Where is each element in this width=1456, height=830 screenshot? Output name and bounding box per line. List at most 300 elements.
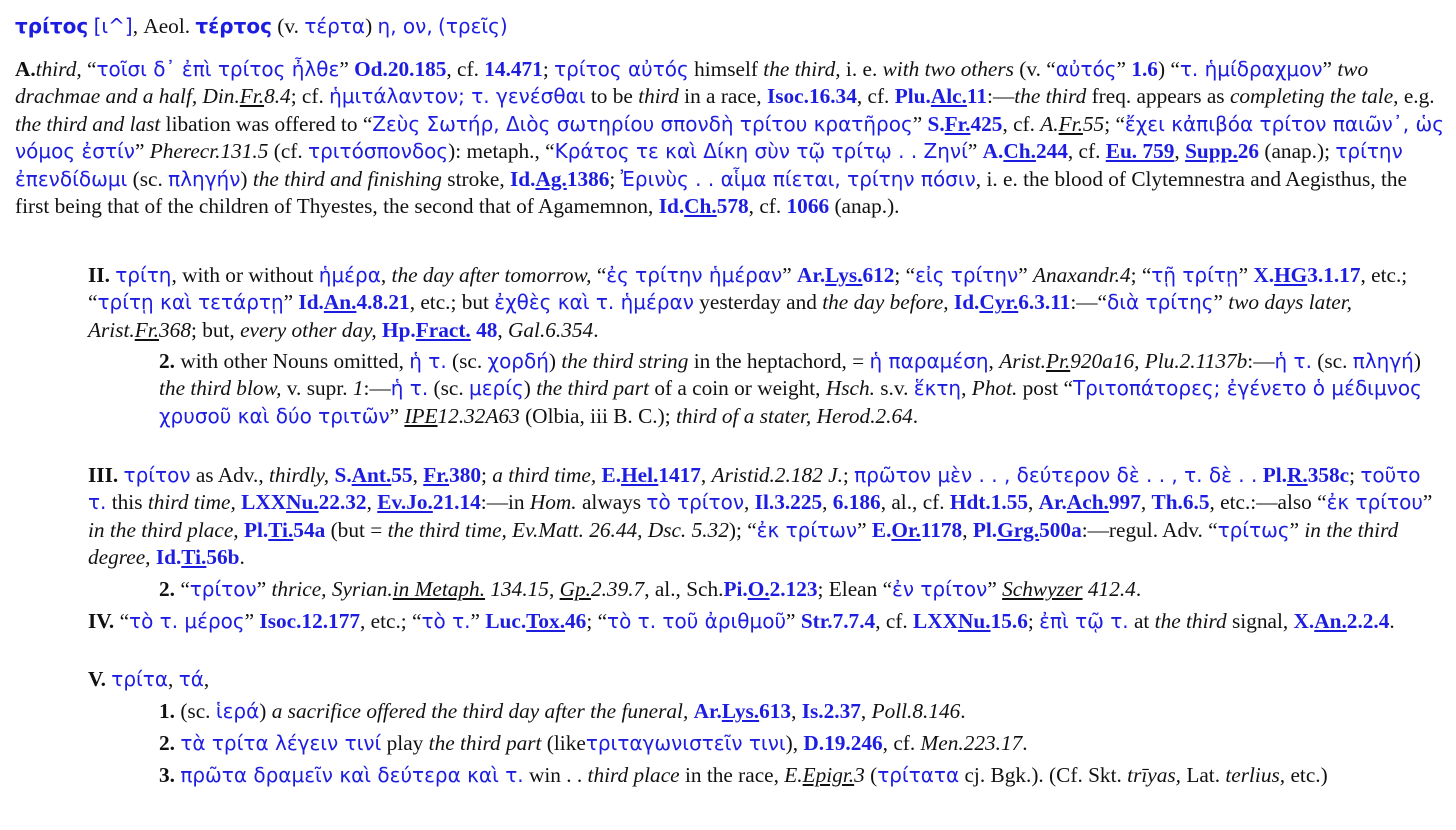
citation-link[interactable]: Gp. — [559, 577, 591, 601]
entry-text: ) — [548, 349, 557, 373]
sense-label: 2. — [159, 577, 175, 601]
citation-link[interactable]: Th.6.5 — [1151, 490, 1210, 515]
link-treis[interactable]: τρεῖς — [445, 14, 500, 38]
citation-link[interactable] — [377, 490, 481, 514]
greek-quote[interactable]: τὸ τ. τοῦ ἀριθμοῦ — [607, 609, 787, 633]
entry-text: Gal.6.354 — [508, 317, 594, 342]
entry-text: , etc.; “ — [88, 263, 1408, 315]
entry-text: Ar. — [693, 699, 722, 723]
entry-text: Ar. — [1038, 490, 1067, 515]
greek-phrase[interactable]: τὰ τρίτα λέγειν τινί — [180, 731, 382, 755]
entry-text: trīyas, — [1127, 763, 1181, 787]
greek-phrase[interactable]: ἐχθὲς καὶ τ. ἡμέραν — [494, 290, 694, 315]
greek-quote[interactable]: τρίτῃ καὶ τετάρτῃ — [97, 290, 284, 315]
entry-text: 55 — [1082, 111, 1105, 136]
entry-text: Lys. — [825, 263, 863, 287]
entry-text: Grg. — [997, 517, 1040, 542]
greek-phrase[interactable]: τρίτη — [115, 263, 172, 287]
entry-text: , — [962, 517, 968, 542]
greek-phrase[interactable]: ἡ τ. — [1274, 349, 1312, 373]
entry-text: O. — [747, 577, 770, 601]
entry-text: ): metaph., “ — [448, 139, 555, 164]
entry-text: Ev.Jo. — [377, 490, 433, 515]
entry-text: etc.) — [1290, 763, 1328, 787]
entry-text: ; — [842, 463, 849, 487]
citation-link[interactable]: Fr. — [239, 84, 265, 109]
greek-quote[interactable]: διὰ τρίτης — [1107, 290, 1214, 315]
citation-link[interactable] — [954, 290, 1070, 314]
entry-text: An. — [323, 290, 357, 315]
greek-phrase[interactable]: ἡ παραμέση — [869, 349, 989, 373]
entry-text: the third part — [536, 376, 649, 401]
greek-quote[interactable]: Τριτοπάτορες; ἐγένετο ὁ μέδιμνος χρυσοῦ καὶ δύο τριτῶν — [159, 376, 1422, 428]
entry-text: 15.6 — [990, 609, 1028, 633]
entry-text: (anap.); — [1264, 139, 1331, 164]
greek-phrase[interactable]: ἕκτη — [913, 376, 962, 401]
citation-link[interactable]: 6.186 — [832, 490, 881, 515]
entry-text: Supp. — [1185, 139, 1238, 164]
greek-phrase[interactable]: ἡμέρα — [318, 263, 381, 287]
greek-phrase[interactable]: τ. ἡμίδραχμον — [1179, 57, 1323, 81]
entry-text: A. — [1040, 111, 1059, 136]
entry-text: , — [380, 263, 387, 287]
entry-text: Aristid.2.182 J. — [711, 463, 843, 487]
entry-text: 4.8.21 — [356, 290, 410, 315]
entry-text: HG — [1274, 263, 1308, 287]
entry-text: , Aeol. — [132, 14, 191, 38]
entry-text: ) — [259, 699, 267, 723]
entry-text: Men.223.17 — [920, 731, 1023, 755]
greek-quote[interactable]: Κράτος τε καὶ Δίκη σὺν τῷ τρίτῳ . . Ζηνί — [554, 139, 968, 164]
greek-phrase[interactable]: ἡ τ. — [390, 376, 429, 401]
entry-text: LXX — [241, 490, 287, 515]
citation-link[interactable]: Fr. — [134, 317, 160, 342]
entry-text: Nu. — [958, 609, 991, 633]
entry-text: the third, — [763, 57, 841, 81]
entry-text: himself — [694, 57, 758, 81]
citation-link[interactable]: Epigr. — [802, 763, 855, 787]
entry-text: An. — [1314, 609, 1347, 633]
entry-text: “ — [87, 57, 97, 81]
greek-phrase[interactable]: τρίτος αὐτός — [554, 57, 689, 81]
greek-phrase[interactable]: πρῶτον μὲν . . , δεύτερον δὲ . . , τ. δὲ . . — [854, 463, 1258, 487]
greek-phrase[interactable]: πληγή — [1352, 349, 1414, 373]
greek-quote[interactable]: ἔχει κἀπιβόα τρίτον παιῶν᾽, ὡς νόμος ἐστίν — [15, 111, 1444, 164]
entry-text: 2.39.7 — [590, 577, 645, 601]
greek-quote[interactable]: ἐς τρίτην ἡμέραν — [606, 263, 783, 287]
entry-text: (sc. — [452, 349, 483, 373]
citation-link[interactable] — [1294, 609, 1390, 633]
sense-label: III. — [88, 463, 119, 487]
entry-text: Fr. — [944, 111, 971, 136]
greek-quote[interactable]: Ζεὺς Σωτήρ, Διὸς σωτηρίου σπονδὴ τρίτου κρατῆρος — [372, 111, 913, 136]
greek-phrase[interactable]: τρίτην ἐπενδίδωμι — [15, 139, 1403, 191]
entry-text: Cyr. — [979, 290, 1019, 315]
entry-text: Tox. — [526, 609, 566, 633]
entry-text: , with or without — [171, 263, 314, 287]
entry-text: (cf. — [273, 139, 303, 164]
greek-quote[interactable]: ἐκ τρίτου — [1326, 490, 1423, 515]
entry-text: , — [203, 667, 210, 691]
sense-V — [88, 666, 1443, 693]
entry-text: ); “ — [728, 517, 757, 542]
entry-text: ” — [1116, 57, 1126, 81]
entry-text: Pi. — [723, 577, 748, 601]
entry-text: two drachmae and a half, Din. — [15, 57, 1369, 109]
entry-text: . — [1389, 609, 1395, 633]
entry-text: , — [366, 490, 372, 515]
citation-link[interactable]: Is.2.37 — [801, 699, 861, 723]
entry-text: ” — [1238, 263, 1249, 287]
entry-text: Ach. — [1066, 490, 1109, 515]
citation-link[interactable] — [1253, 263, 1360, 287]
entry-text: Or. — [891, 517, 921, 542]
entry-text: to be — [590, 84, 633, 109]
greek-phrase[interactable]: ἐπὶ τῷ τ. — [1039, 609, 1129, 633]
entry-text: , — [412, 463, 418, 487]
greek-phrase[interactable]: χορδή — [487, 349, 549, 373]
entry-text: 46 — [565, 609, 587, 633]
entry-text: (sc. — [1317, 349, 1348, 373]
greek-quote[interactable]: εἰς τρίτην — [915, 263, 1019, 287]
citation-link[interactable] — [423, 463, 481, 487]
entry-text: 425 — [970, 111, 1003, 136]
greek-phrase[interactable]: αὐτός — [1055, 57, 1117, 81]
entry-text: ; — [609, 166, 616, 191]
entry-text: R. — [1286, 463, 1308, 487]
entry-text: , — [1140, 490, 1147, 515]
entry-text: Ti. — [268, 517, 294, 542]
greek-phrase[interactable]: ἡμιτάλαντον; τ. γενέσθαι — [329, 84, 586, 109]
entry-text: Nu. — [286, 490, 319, 515]
citation-link[interactable]: 1066 — [786, 194, 830, 219]
greek-quote[interactable]: τῇ τρίτῃ — [1151, 263, 1239, 287]
entry-text: , cf. — [446, 57, 479, 81]
entry-text: 1386 — [566, 166, 610, 191]
entry-text: Id. — [509, 166, 536, 191]
sense-label: IV. — [88, 609, 115, 633]
greek-phrase[interactable]: τρίτα — [111, 667, 169, 691]
entry-text: the third and last — [15, 111, 161, 136]
entry-text: Phot. — [971, 376, 1018, 401]
entry-text: ; “ — [894, 263, 916, 287]
entry-text: 21.14 — [432, 490, 481, 515]
entry-text: 368 — [159, 317, 191, 342]
sense-V-3 — [159, 762, 1449, 789]
citation-link[interactable]: Schwyzer — [1002, 577, 1083, 601]
entry-text: 3 — [854, 763, 865, 787]
greek-quote[interactable]: τοῖσι δ᾽ ἐπὶ τρίτος ἦλθε — [96, 57, 340, 81]
entry-text: ” — [256, 577, 267, 601]
entry-text: ; — [481, 463, 487, 487]
citation-link[interactable] — [659, 194, 749, 218]
entry-text: the third part — [428, 731, 542, 755]
entry-text: ; “ — [586, 609, 608, 633]
entry-text: “ — [596, 263, 607, 287]
citation-link[interactable] — [485, 609, 586, 633]
entry-text: Fr. — [423, 463, 450, 487]
entry-text: the third and finishing — [252, 166, 442, 191]
entry-text: thrice, Syrian. — [271, 577, 393, 601]
citation-link[interactable]: Il.3.225 — [754, 490, 823, 515]
entry-text: “ — [119, 609, 130, 633]
entry-text: (sc. — [433, 376, 464, 401]
citation-link[interactable] — [382, 318, 497, 342]
sense-II — [88, 262, 1443, 344]
entry-text: 134.15, — [490, 577, 555, 601]
entry-text: ” — [1213, 290, 1223, 315]
entry-text: the third time, Ev.Matt. 26.44, Dsc. 5.32 — [387, 517, 729, 542]
entry-text: at — [1133, 609, 1150, 633]
entry-text: , etc.:—also “ — [1209, 490, 1327, 515]
entry-text: (sc. — [132, 166, 163, 191]
entry-text: a sacrifice offered the third day after the funeral, — [271, 699, 689, 723]
entry-text: with other Nouns omitted, — [180, 349, 404, 373]
entry-text: :—in — [480, 490, 525, 515]
entry-text: (v. — [271, 14, 299, 38]
greek-quote[interactable]: ἐκ τρίτων — [756, 517, 858, 542]
entry-text: Lys. — [721, 699, 760, 723]
entry-text: :—regul. Adv. “ — [1081, 517, 1218, 542]
citation-link[interactable]: in Metaph. — [392, 577, 486, 601]
entry-text: ; “ — [1104, 111, 1125, 136]
greek-phrase[interactable]: πληγήν — [168, 166, 241, 191]
greek-phrase[interactable]: τριταγωνιστεῖν τινι — [585, 731, 786, 755]
entry-text: ) — [499, 14, 508, 38]
entry-text: as Adv., — [195, 463, 264, 487]
entry-text: , — [700, 463, 707, 487]
entry-text: , cf. — [882, 731, 916, 755]
citation-link[interactable] — [244, 518, 325, 542]
entry-text: (like — [546, 731, 586, 755]
entry-text: 12.32A63 — [437, 403, 520, 428]
entry-text: . — [912, 403, 919, 428]
entry-text: 358c — [1307, 463, 1350, 487]
entry-text: 920a16, Plu.2.1137b — [1070, 349, 1248, 373]
entry-text: Id. — [953, 290, 980, 315]
citation-link[interactable] — [1185, 139, 1259, 163]
link-terta[interactable]: τέρτα — [304, 14, 366, 38]
sense-IV — [88, 608, 1443, 635]
citation-link[interactable]: Pr. — [1045, 349, 1071, 373]
sense-label: 2. — [159, 349, 175, 373]
citation-link[interactable]: Od.20.185 — [354, 57, 447, 81]
greek-phrase[interactable]: πρῶτα δραμεῖν καὶ δεύτερα καὶ τ. — [180, 763, 524, 787]
citation-link[interactable] — [927, 112, 1002, 136]
entry-text: 2.2.4 — [1346, 609, 1390, 633]
entry-text: ” — [1289, 517, 1300, 542]
entry-text: Plu. — [894, 84, 931, 109]
entry-text: the third — [1014, 84, 1087, 109]
citation-link[interactable]: 14.471 — [484, 57, 543, 81]
citation-link[interactable] — [241, 490, 366, 514]
citation-link[interactable] — [895, 84, 987, 108]
citation-link[interactable] — [1039, 490, 1141, 514]
entry-text: ” — [1422, 490, 1433, 515]
citation-link[interactable]: 1.6 — [1131, 57, 1158, 81]
entry-text: in the race, — [684, 763, 779, 787]
entry-text: in the third place, — [88, 517, 239, 542]
citation-link[interactable] — [723, 577, 817, 601]
entry-text: . — [1135, 577, 1142, 601]
entry-text: , cf. — [875, 609, 908, 633]
entry-text: ) — [365, 14, 373, 38]
entry-text: 1417 — [658, 463, 701, 487]
greek-phrase[interactable]: μερίς — [469, 376, 524, 401]
citation-link[interactable] — [694, 699, 791, 723]
entry-text: (sc. — [180, 699, 211, 723]
citation-link[interactable]: Isoc.16.34 — [766, 84, 857, 109]
citation-link[interactable]: Hdt.1.55 — [949, 490, 1029, 515]
entry-text: third, — [35, 57, 82, 81]
entry-text: freq. appears as — [1091, 84, 1225, 109]
entry-text: 1178 — [920, 517, 963, 542]
entry-text: v. supr. — [286, 376, 348, 401]
entry-text: ) — [1413, 349, 1421, 373]
citation-link[interactable]: Fr. — [1058, 111, 1083, 136]
entry-text: ; — [1349, 463, 1356, 487]
entry-text: thirdly, — [268, 463, 330, 487]
greek-quote[interactable]: ἐν τρίτον — [892, 577, 988, 601]
entry-text: 997 — [1108, 490, 1141, 515]
entry-text: 2.123 — [769, 577, 818, 601]
entry-text: (anap.). — [834, 194, 900, 219]
sense-II-2 — [159, 348, 1449, 430]
greek-phrase[interactable]: ἡ τ. — [409, 349, 447, 373]
citation-link[interactable] — [156, 545, 240, 569]
entry-text: Id. — [155, 545, 182, 570]
entry-text: 500a — [1039, 517, 1082, 542]
greek-quote[interactable]: τὸ τ. — [421, 609, 471, 633]
greek-phrase[interactable]: τρίτατα — [877, 763, 960, 787]
greek-phrase[interactable]: τρίτον — [123, 463, 191, 487]
entry-text: “ — [180, 577, 190, 601]
sense-III-2 — [159, 576, 1449, 603]
entry-text: every other day, — [240, 317, 377, 342]
citation-link[interactable] — [797, 263, 894, 287]
headword: τρίτος — [15, 14, 89, 38]
citation-link[interactable] — [510, 167, 609, 191]
greek-phrase[interactable]: ἱερά — [215, 699, 260, 723]
entry-text: the day before, — [822, 290, 949, 315]
entry-text: , cf. — [856, 84, 890, 109]
entry-text: E. — [871, 517, 892, 542]
entry-text: Hp. — [382, 317, 416, 342]
citation-link[interactable] — [913, 609, 1028, 633]
citation-link[interactable]: D.19.246 — [803, 731, 883, 755]
entry-text: the third — [1154, 609, 1227, 633]
entry-text: Anaxandr.4 — [1032, 263, 1131, 287]
entry-text: A. — [982, 139, 1004, 164]
citation-link[interactable] — [602, 463, 701, 487]
entry-text: Id. — [658, 194, 685, 219]
entry-text: ” — [470, 609, 480, 633]
entry-text: Ant. — [351, 463, 392, 487]
entry-text: , cf. — [1002, 111, 1035, 136]
entry-text: , cf. — [748, 194, 782, 219]
entry-text: Poll.8.146 — [871, 699, 961, 723]
greek-phrase[interactable]: τοῦτο τ. — [88, 463, 1421, 515]
entry-text: third of a stater, Herod.2.64 — [675, 403, 913, 428]
entry-text: , — [168, 667, 174, 691]
entry-text: ; — [1027, 609, 1034, 633]
sense-III — [88, 462, 1443, 572]
entry-text: ” — [987, 577, 997, 601]
quantity-note: [ι^] — [93, 14, 133, 38]
entry-text: third place — [587, 763, 680, 787]
entry-text: Ag. — [535, 166, 567, 191]
entry-text: signal, — [1231, 609, 1289, 633]
entry-text: , — [1174, 139, 1180, 164]
entry-text: ) — [523, 376, 531, 401]
entry-text: ; cf. — [290, 84, 324, 109]
entry-text: Hom. — [529, 490, 577, 515]
sense-V-2 — [159, 730, 1449, 757]
entry-text: 412.4 — [1087, 577, 1136, 601]
citation-link[interactable] — [983, 139, 1068, 163]
citation-link[interactable] — [973, 518, 1082, 542]
entry-text: :—“ — [1070, 290, 1107, 315]
greek-phrase[interactable]: τριτόσπονδος — [308, 139, 449, 164]
entry-text: ” — [857, 517, 867, 542]
greek-phrase[interactable]: τὸ τρίτον — [646, 490, 745, 515]
entry-text: ; but, — [190, 317, 235, 342]
entry-text: 56b — [206, 545, 240, 570]
entry-text: ” — [967, 139, 978, 164]
entry-text: 26 — [1237, 139, 1260, 164]
entry-text: completing the tale, — [1229, 84, 1399, 109]
citation-link[interactable]: Isoc.12.177 — [259, 609, 360, 633]
greek-quote[interactable]: τρίτον — [189, 577, 257, 601]
entry-text: Ar. — [796, 263, 826, 287]
entry-text: Pl. — [1262, 463, 1287, 487]
citation-link[interactable] — [298, 290, 409, 314]
citation-link[interactable] — [872, 518, 962, 542]
entry-text: , cf. — [1067, 139, 1101, 164]
entry-text: ” — [339, 57, 349, 81]
entry-text: Fract. — [415, 317, 471, 342]
citation-link[interactable] — [334, 463, 412, 487]
greek-quote[interactable]: τρίτως — [1217, 517, 1290, 542]
entry-text: with two others — [882, 57, 1014, 81]
entry-text: 380 — [449, 463, 482, 487]
citation-link[interactable]: Str.7.7.4 — [800, 609, 876, 633]
citation-link[interactable]: Eu. 759 — [1105, 139, 1175, 164]
greek-phrase[interactable]: τά — [178, 667, 204, 691]
entry-text: the third string — [561, 349, 689, 373]
entry-text: 6.3.11 — [1018, 290, 1071, 315]
entry-text: in the third degree, — [88, 517, 1399, 570]
entry-text: in the heptachord, = — [693, 349, 865, 373]
entry-text: ” — [389, 403, 400, 428]
entry-text: 578 — [716, 194, 749, 219]
greek-quote[interactable]: τὸ τ. μέρος — [129, 609, 245, 633]
citation-link[interactable]: IPE — [404, 403, 438, 428]
aeolic-form: τέρτος — [195, 14, 272, 38]
entry-text: , — [860, 699, 867, 723]
entry-text: win . . — [528, 763, 583, 787]
sense-label: 3. — [159, 763, 175, 787]
citation-link[interactable] — [1263, 463, 1349, 487]
entry-text: Pl. — [243, 517, 269, 542]
entry-text: third time, — [147, 490, 236, 515]
greek-quote[interactable]: Ἐρινὺς . . αἷμα πίεται, τρίτην πόσιν — [620, 166, 976, 191]
entry-text: Pherecr.131.5 — [149, 139, 269, 164]
endings: η, ον, — [377, 14, 433, 38]
entry-text: always — [581, 490, 642, 515]
entry-text: this — [111, 490, 143, 515]
entry-text: S. — [927, 111, 945, 136]
